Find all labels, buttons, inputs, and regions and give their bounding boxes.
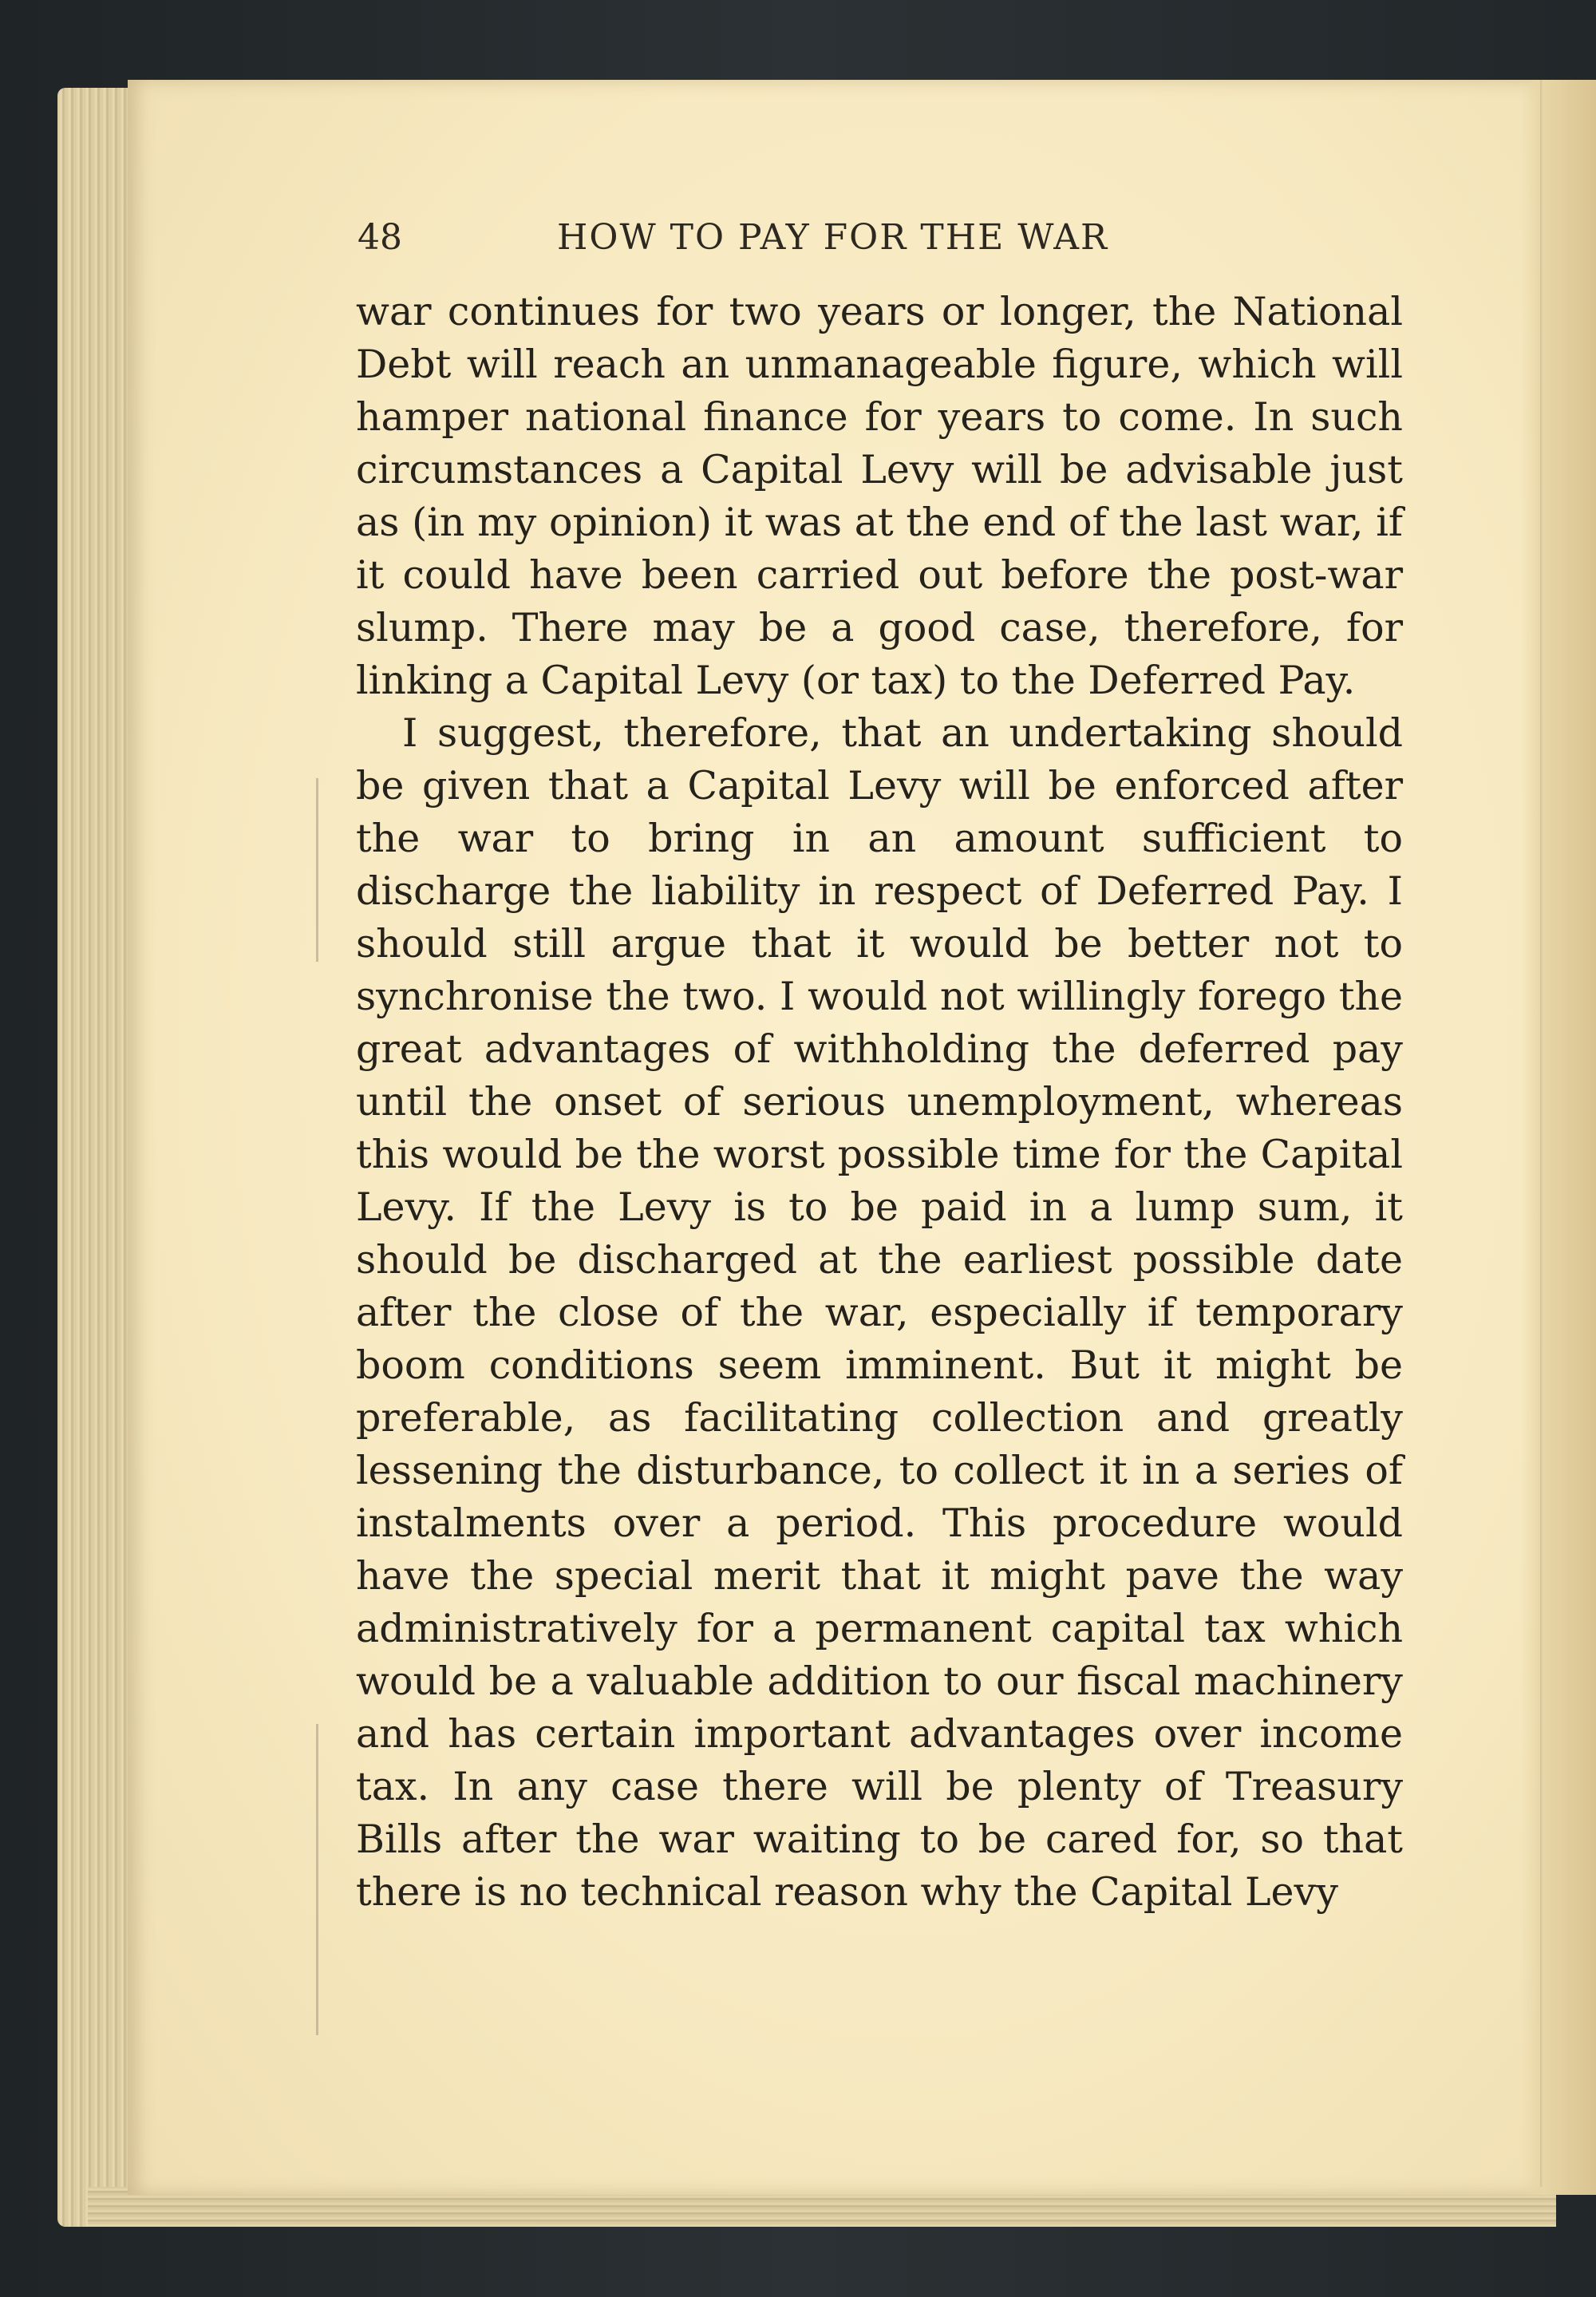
paragraph: I suggest, therefore, that an undertaking should be given that a Capital Levy will be enforced after the war to bring in an amount sufficient to discharge the liability in respect of Deferred Pay. I should still argue that it would be better not to synchronise the two. I would not willingly forego the great advantages of withholding the deferred pay until the onset of serious unemployment, whereas this would be the worst possible time for the Capital Levy. If the Levy is to be paid in a lump sum, it should be discharged at the earliest possible date after the close of the war, especially if temporary boom conditions seem imminent. But it might be preferable, as facilitating collection and greatly lessening the disturbance, to collect it in a series of instalments over a period. This procedure would have the special merit that it might pave the way administratively for a permanent capital tax which would be a valuable addition to our fiscal machinery and has certain important advantages over income tax. In any case there will be plenty of Treasury Bills after the war waiting to be cared for, so that there is no technical reason why the Capital Levy [356, 710, 1403, 1915]
page-number: 48 [358, 217, 402, 258]
gutter-shadow [1520, 80, 1596, 2195]
running-head [358, 217, 1403, 273]
pencil-margin-mark-upper [316, 778, 318, 962]
pencil-margin-mark-lower [316, 1724, 318, 2035]
paragraph-continued: war continues for two years or longer, the National Debt will reach an unmanageable figure, which will hamper national finance for years to come. In such circumstances a Capital Levy will be advisable just as (in my opinion) it was at the end of the last war, if it could have been carried out before the post-war slump. There may be a good case, therefore, for linking a Capital Levy (or tax) to the Deferred Pay. [356, 289, 1403, 703]
running-title: HOW TO PAY FOR THE WAR [557, 217, 1109, 258]
body-text [356, 286, 1403, 1919]
